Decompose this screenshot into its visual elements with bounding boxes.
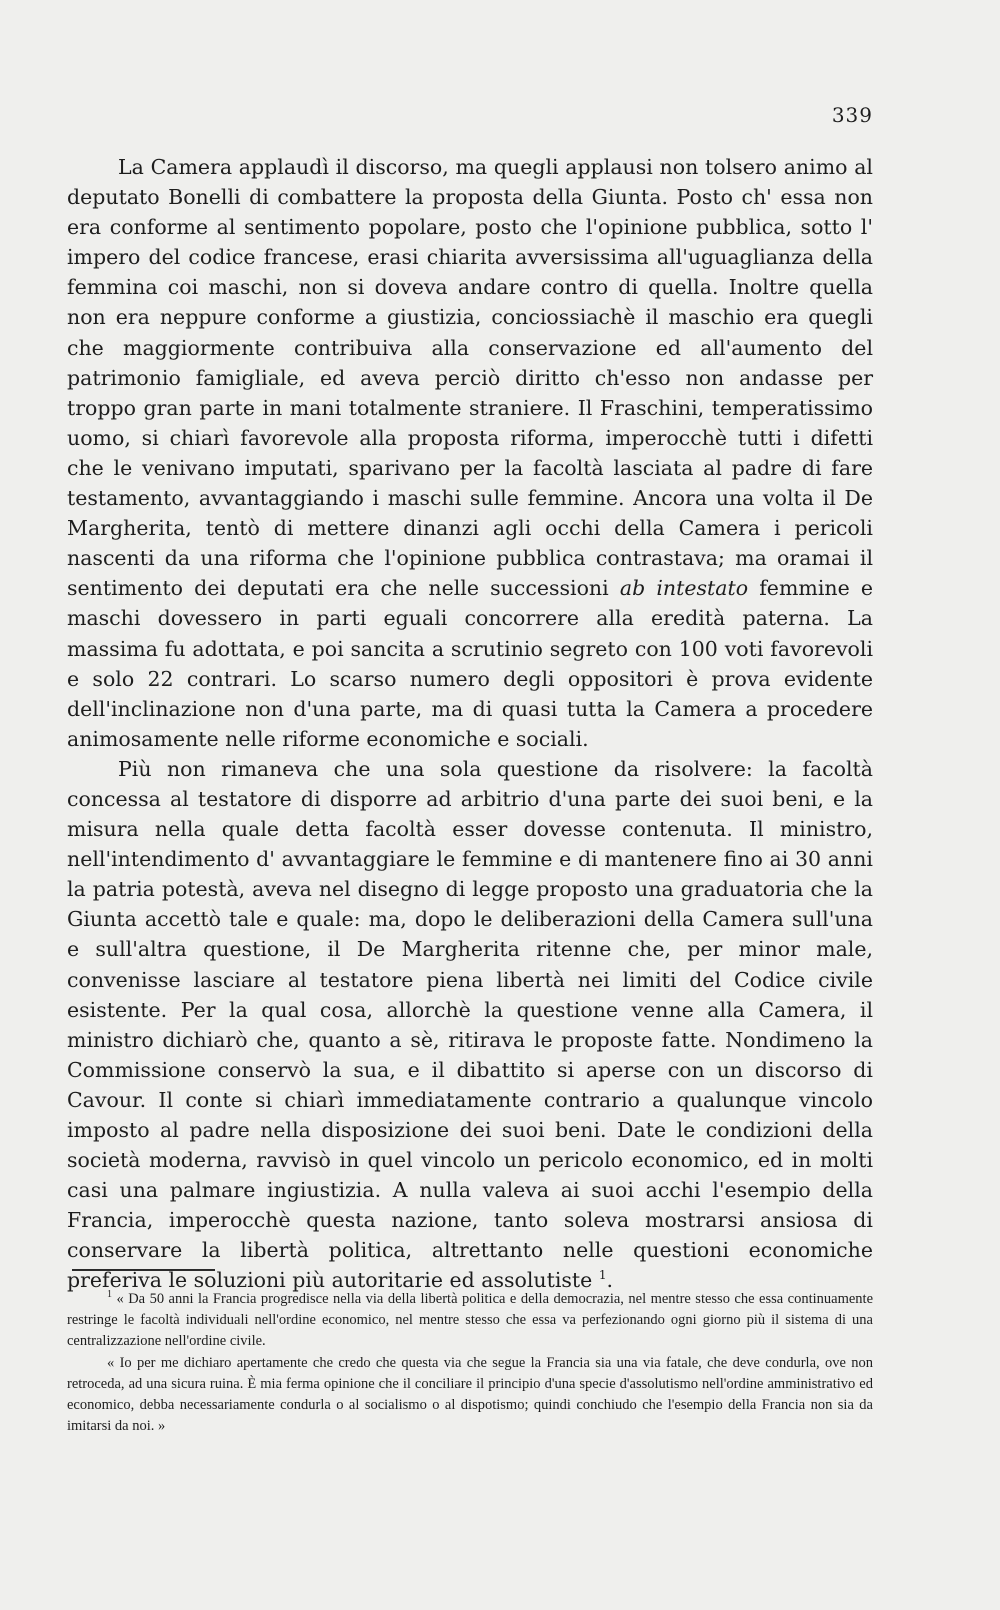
footnotes [67, 1289, 873, 1437]
paragraph-2-end: . [606, 1268, 613, 1293]
latin-term: ab intestato [619, 576, 749, 601]
paragraph-1-text: La Camera applaudì il discorso, ma quegli applausi non tolsero animo al deputato Bonelli di combattere la proposta della Giunta. Posto ch' essa non era conforme al sentimento popolare, posto che l'opinione pubblica, sotto l' impero del codice francese, erasi chiarita avversissima all'uguaglianza della femmina coi maschi, non si doveva andare contro di quella. Inoltre quella non era neppure conforme a giustizia, conciossiachè il maschio era quegli che maggiormente contribuiva alla conservazione ed all'aumento del patrimonio famigliale, ed aveva perciò diritto ch'esso non andasse per troppo gran parte in mani totalmente straniere. Il Fraschini, temperatissimo uomo, si chiarì favorevole alla proposta riforma, imperocchè tutti i difetti che le venivano imputati, sparivano per la facoltà lasciata al padre di fare testamento, avvantaggiando i maschi sulle femmine. Ancora una volta il De Margherita, tentò di mettere dinanzi agli occhi della Camera i pericoli nascenti da una riforma che l'opinione pubblica contrastava; ma oramai il sentimento dei deputati era che nelle successioni [67, 155, 873, 601]
paragraph-2 [67, 754, 873, 1296]
footnote-1-continuation [67, 1353, 873, 1438]
body-text [67, 152, 873, 1296]
footnote-reference: 1 [598, 1268, 607, 1283]
footnote-separator [72, 1269, 215, 1271]
footnote-2-text: « Io per me dichiaro apertamente che credo che questa via che segue la Francia sia una via fatale, che deve condurla, ove non retroceda, ad una sicura ruina. È mia ferma opinione che il conciliare il principio d'una specie d'assolutismo nell'ordine amministrativo ed economico, debba necessariamente condurla o al socialismo o al dispotismo; quindi conchiudo che l'esempio della Francia non sia da imitarsi da noi. » [67, 1354, 873, 1435]
footnote-marker: 1 [107, 1289, 112, 1301]
footnote-1-text: « Da 50 anni la Francia progredisce nella via della libertà politica e della democrazia, nel mentre stesso che essa continuamente restringe le facoltà individuali nell'ordine economico, nel mentre stesso che essa va perfezionando ogni giorno più il sistema di una centralizzazione nell'ordine civile. [67, 1291, 874, 1350]
footnote-1 [67, 1289, 873, 1353]
page-number: 339 [831, 103, 873, 127]
paragraph-2-text: Più non rimaneva che una sola questione da risolvere: la facoltà concessa al testatore di disporre ad arbitrio d'una parte dei suoi beni, e la misura nella quale detta facoltà esser dovesse contenuta. Il ministro, nell'intendimento d' avvantaggiare le femmine e di mantenere fino ai 30 anni la patria potestà, aveva nel disegno di legge proposto una graduatoria che la Giunta accettò tale e quale: ma, dopo le deliberazioni della Camera sull'una e sull'altra questione, il De Margherita ritenne che, per minor male, convenisse lasciare al testatore piena libertà nei limiti del Codice civile esistente. Per la qual cosa, allorchè la questione venne alla Camera, il ministro dichiarò che, quanto a sè, ritirava le proposte fatte. Nondimeno la Commissione conservò la sua, e il dibattito si aperse con un discorso di Cavour. Il conte si chiarì immediatamente contrario a qualunque vincolo imposto al padre nella disposizione dei suoi beni. Date le condizioni della società moderna, ravvisò in quel vincolo un pericolo economico, ed in molti casi una palmare ingiustizia. A nulla valeva ai suoi acchi l'esempio della Francia, imperocchè questa nazione, tanto soleva mostrarsi ansiosa di conservare la libertà politica, altrettanto nelle questioni economiche preferiva le soluzioni più autoritarie ed assolutiste [67, 756, 873, 1293]
paragraph-1-continuation: femmine e maschi dovessero in parti eguali concorrere alla eredità paterna. La massima fu adottata, e poi sancita a scrutinio segreto con 100 voti favorevoli e solo 22 contrari. Lo scarso numero degli oppositori è prova evidente dell'inclinazione non d'una parte, ma di quasi tutta la Camera a procedere animosamente nelle riforme economiche e sociali. [67, 576, 874, 751]
paragraph-1 [67, 152, 873, 754]
